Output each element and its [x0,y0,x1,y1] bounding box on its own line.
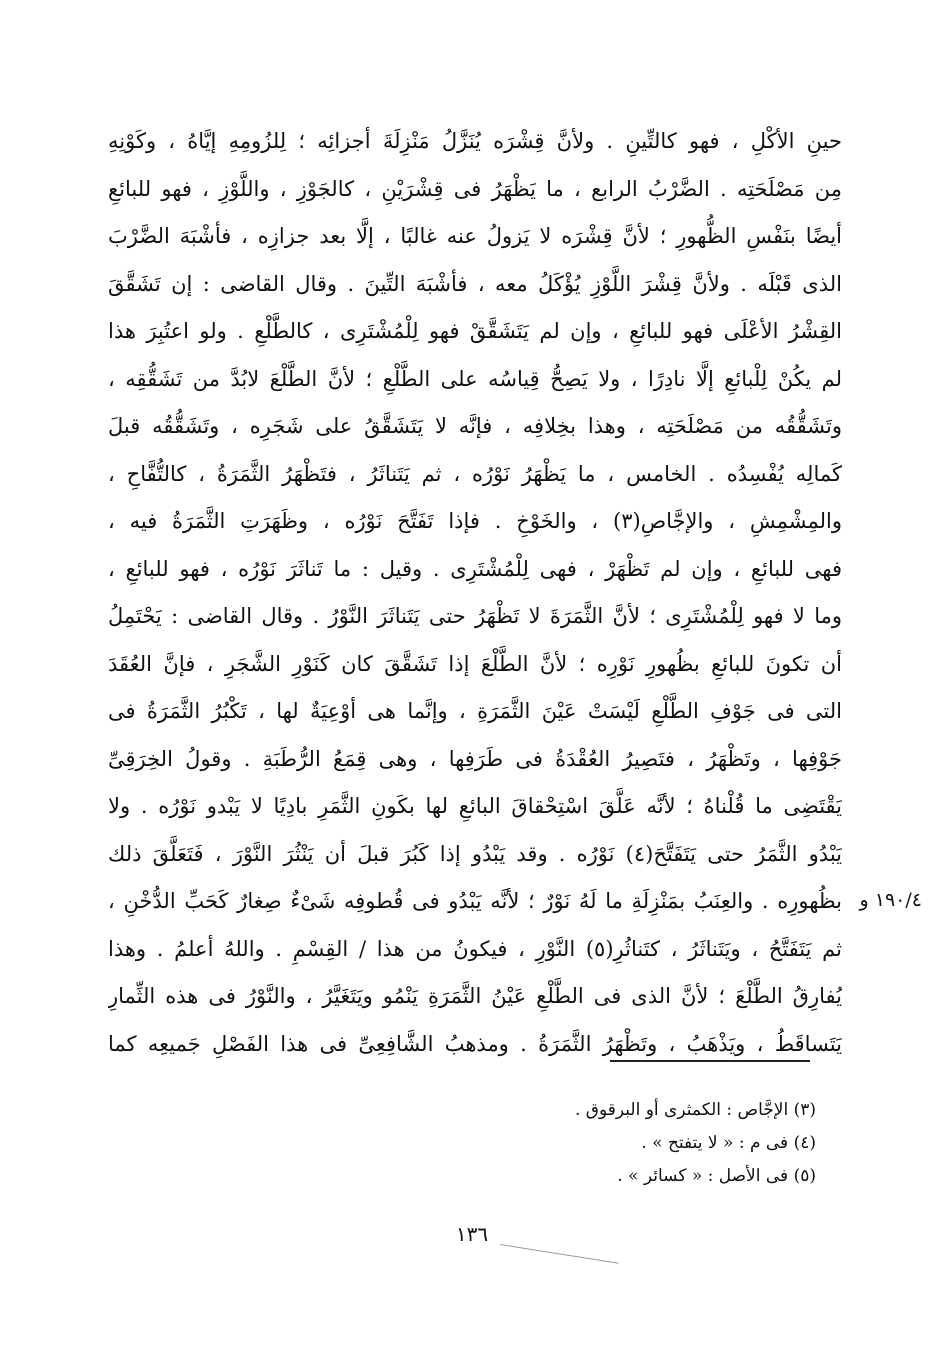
text-line: التى فى جَوْفِ الطَّلْعِ لَيْسَتْ عَيْنَ الثَّمَرَةِ ، وإنَّما هى أوْعِيَةٌ لها ، تَكْبُرُ الثَّمَرَةُ فى [108,699,842,723]
text-line: كَمالِه يُفْسِدُه . الخامس ، ما يَظْهَرُ نَوْرُه ، ثم يَتَناثَرُ ، فتَظْهَرُ الثَّمَرَةُ ، كالتُّفَّاحِ ، [108,461,842,486]
text-line: حينِ الأكْلِ ، فهو كالتِّينِ . ولأنَّ قِشْرَه يُنَزَّلُ مَنْزِلَةَ أجزائِه ؛ لِلزُومِهِ إيَّاهُ ، وكَوْنِهِ [108,129,842,153]
text-line: أن تكونَ للبائعِ بظُهورِ نَوْرِه ؛ لأنَّ الطَّلْعَ إذا تَشَقَّقَ كان كَنَوْرِ الشَّجَرِ ، فإنَّ العُقَدَ [108,651,842,676]
text-line: مِن مَصْلَحَتِه . الضَّرْبُ الرابع ، ما يَظْهَرُ فى قِشْرَيْنِ ، كالجَوْزِ ، واللَّوْزِ ، فهو للبائعِ [108,176,842,201]
text-line: ثم يَتَفَتَّحُ ، ويَتَناثَرُ ، كتَناثُرِ(٥) النَّوْرِ ، فيكونُ من هذا / القِسْمِ . واللهُ أعلمُ . وهذا [108,936,842,961]
text-line: يَتَساقَطُ ، ويَذْهَبُ ، وتَظْهَرُ الثَّمَرَةُ . ومذهبُ الشَّافِعِىِّ فى هذا الفَصْلِ جَميعِه كما [108,1031,842,1056]
page-number: ١٣٦ [455,1222,489,1246]
footnote-divider [610,1060,810,1062]
footnote-5: (٥) فى الأصل : « كسائر » . [617,1166,816,1186]
scan-artifact-line [500,1244,619,1264]
text-line: جَوْفِها ، وتَظْهَرُ ، فتَصِيرُ العُقْدَةُ فى طَرَفِها ، وهى قِمَعُ الرُّطَبَةِ . وقولُ الخِرَقِىِّ [108,746,842,771]
text-line: يَبْدُو الثَّمَرُ حتى يَتَفَتَّحَ(٤) نَوْرُه . وقد يَبْدُو إذا كَبُرَ قبلَ أن يَنْثُرَ النَّوْرَ ، فَتَعَلَّقَ ذلك [108,841,842,866]
text-line: لم يكُنْ لِلْبائعِ إلَّا نادِرًا ، ولا يَصِحُّ قِياسُه على الطَّلْعِ ؛ لأنَّ الطَّلْعَ لابُدَّ من تَشَقُّقِه ، [108,366,842,391]
text-line: فهى للبائعِ ، وإن لم تَظْهَرْ ، فهى لِلْمُشْتَرِى . وقيل : ما تَناثَرَ نَوْرُه ، فهو للبائعِ ، [108,556,842,581]
text-line: وما لا فهو لِلْمُشْتَرِى ؛ لأنَّ الثَّمَرَةَ لا تَظْهَرُ حتى يَتَناثَرَ النَّوْرُ . وقال القاضى : يَحْتَمِلُ [108,604,842,628]
text-line: بظُهورِه . والعِنَبُ بمَنْزِلَةِ ما لَهُ نَوْرٌ ؛ لأنَّه يَبْدُو فى قُطوفِه شَىْءٌ صِغارٌ كَحَبِّ الدُّخْنِ ، [108,889,842,913]
footnote-4: (٤) فى م : « لا يتفتح » . [641,1133,816,1153]
main-text-block [108,118,842,1068]
text-line: وتَشَقُّقُه من مَصْلَحَتِه ، وهذا بخِلافِه ، فإنَّه لا يَتَشَقَّقُ على شَجَرِه ، وتَشَقُّقُه قبلَ [108,414,842,438]
text-line: أيضًا بنَفْسِ الظُّهورِ ؛ لأنَّ قِشْرَه لا يَزولُ عنه غالبًا ، إلَّا بعد جزازِه ، فأشْبَهَ الضَّرْبَ [108,224,842,248]
text-line: القِشْرُ الأعْلَى فهو للبائعِ ، وإن لم يَتَشَقَّقْ فهو لِلْمُشْتَرِى ، كالطَّلْعِ . ولو اعتُبِرَ هذا [108,319,842,343]
text-line: يَقْتَضِى ما قُلْناهُ ؛ لأنَّه عَلَّقَ اسْتِحْقاقَ البائعِ لها بكَونِ الثَّمَرِ بادِيًا لا يَبْدو نَوْرُه . ولا [108,794,842,818]
footnotes-block [300,1094,816,1193]
text-line: يُفارِقُ الطَّلْعَ ؛ لأنَّ الذى فى الطَّلْعِ عَيْنُ الثَّمَرَةِ يَنْمُو ويَتَغَيَّرُ ، والنَّوْرُ فى هذه الثِّمارِ [108,984,842,1008]
text-line: والمِشْمِشِ ، والإجَّاصِ(٣) ، والخَوْخِ . فإذا تَفَتَّحَ نَوْرُه ، وظَهَرَتِ الثَّمَرَةُ فيه ، [108,509,842,533]
footnote-3: (٣) الإجَّاص : الكمثرى أو البرقوق . [574,1100,816,1120]
margin-folio-note: ١٩٠/٤ و [859,889,922,911]
text-line: الذى قَبْلَه . ولأنَّ قِشْرَ اللَّوْزِ يُؤْكَلُ معه ، فأشْبَهَ التِّينَ . وقال القاضى : إن تَشَقَّقَ [108,271,842,296]
